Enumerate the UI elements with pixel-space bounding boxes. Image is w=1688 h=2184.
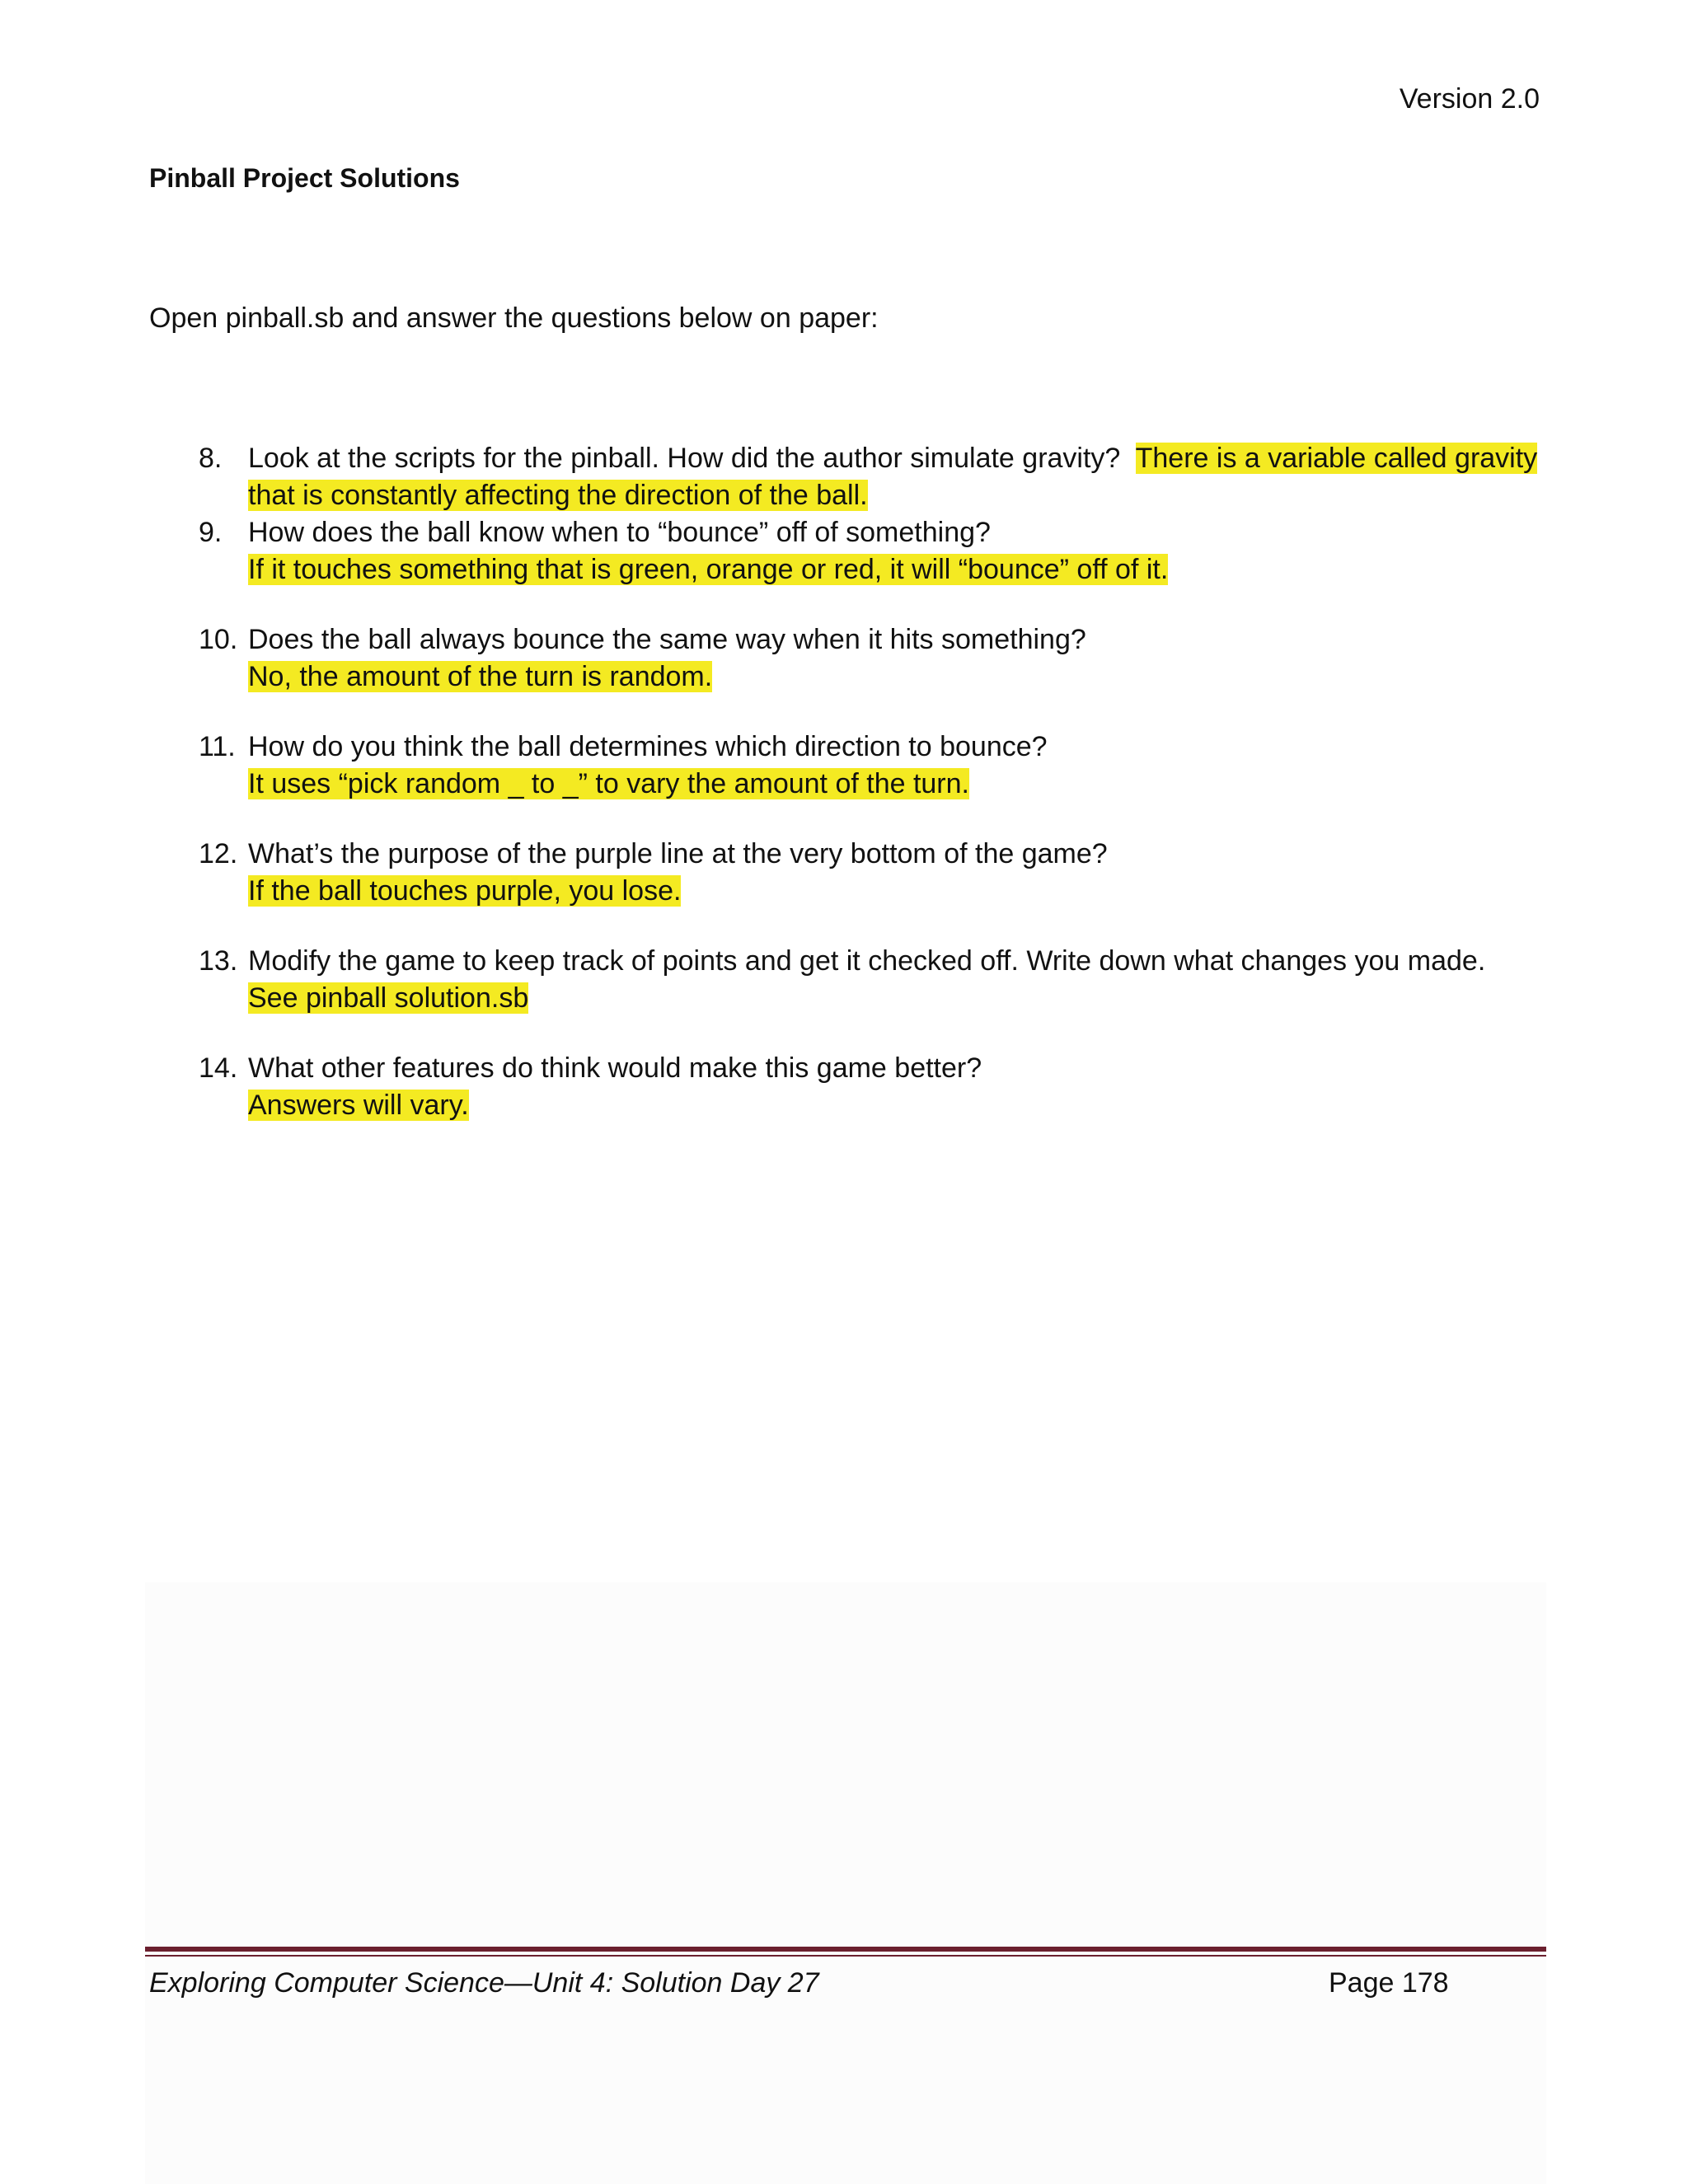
question-text: What other features do think would make this game better? (248, 1052, 982, 1084)
version-label: Version 2.0 (1399, 83, 1540, 115)
intro-instructions: Open pinball.sb and answer the questions below on paper: (149, 302, 879, 334)
question-item-13 (149, 943, 1550, 1017)
answer-text: There is a variable called gravity that is constantly affecting the direction of the ball. (248, 443, 1538, 511)
document-title: Pinball Project Solutions (149, 163, 460, 193)
question-text: How do you think the ball determines which direction to bounce? (248, 731, 1048, 762)
footer-page-number: Page 178 (1329, 1967, 1449, 1999)
question-number: 9. (199, 517, 223, 548)
question-text: Does the ball always bounce the same way when it hits something? (248, 624, 1086, 655)
question-item-12 (149, 836, 1550, 910)
question-item-10 (149, 621, 1550, 696)
question-text: Look at the scripts for the pinball. How did the author simulate gravity? (248, 443, 1121, 474)
answer-text: Answers will vary. (248, 1090, 469, 1121)
question-item-11 (149, 729, 1550, 803)
question-list (149, 440, 1550, 1124)
question-number: 8. (199, 443, 223, 474)
footer-divider-thick (145, 1947, 1546, 1952)
footer-divider-thin (145, 1955, 1546, 1957)
question-number: 14. (199, 1052, 238, 1084)
answer-text: If the ball touches purple, you lose. (248, 875, 682, 907)
question-item-8 (149, 440, 1550, 514)
question-text: How does the ball know when to “bounce” off of something? (248, 517, 991, 548)
question-item-9 (149, 514, 1550, 588)
question-text: What’s the purpose of the purple line at the very bottom of the game? (248, 838, 1108, 869)
question-number: 13. (199, 945, 238, 977)
question-number: 12. (199, 838, 238, 869)
answer-text: It uses “pick random _ to _” to vary the amount of the turn. (248, 768, 969, 799)
question-item-14 (149, 1050, 1550, 1124)
question-number: 10. (199, 624, 238, 655)
page-bottom-tint (145, 1582, 1546, 2184)
footer-course-title: Exploring Computer Science—Unit 4: Solution Day 27 (149, 1967, 819, 1999)
question-number: 11. (199, 731, 236, 762)
answer-text: See pinball solution.sb (248, 982, 529, 1014)
answer-text: No, the amount of the turn is random. (248, 661, 713, 692)
question-text: Modify the game to keep track of points and get it checked off. Write down what changes you made. (248, 945, 1486, 977)
answer-text: If it touches something that is green, orange or red, it will “bounce” off of it. (248, 554, 1169, 585)
